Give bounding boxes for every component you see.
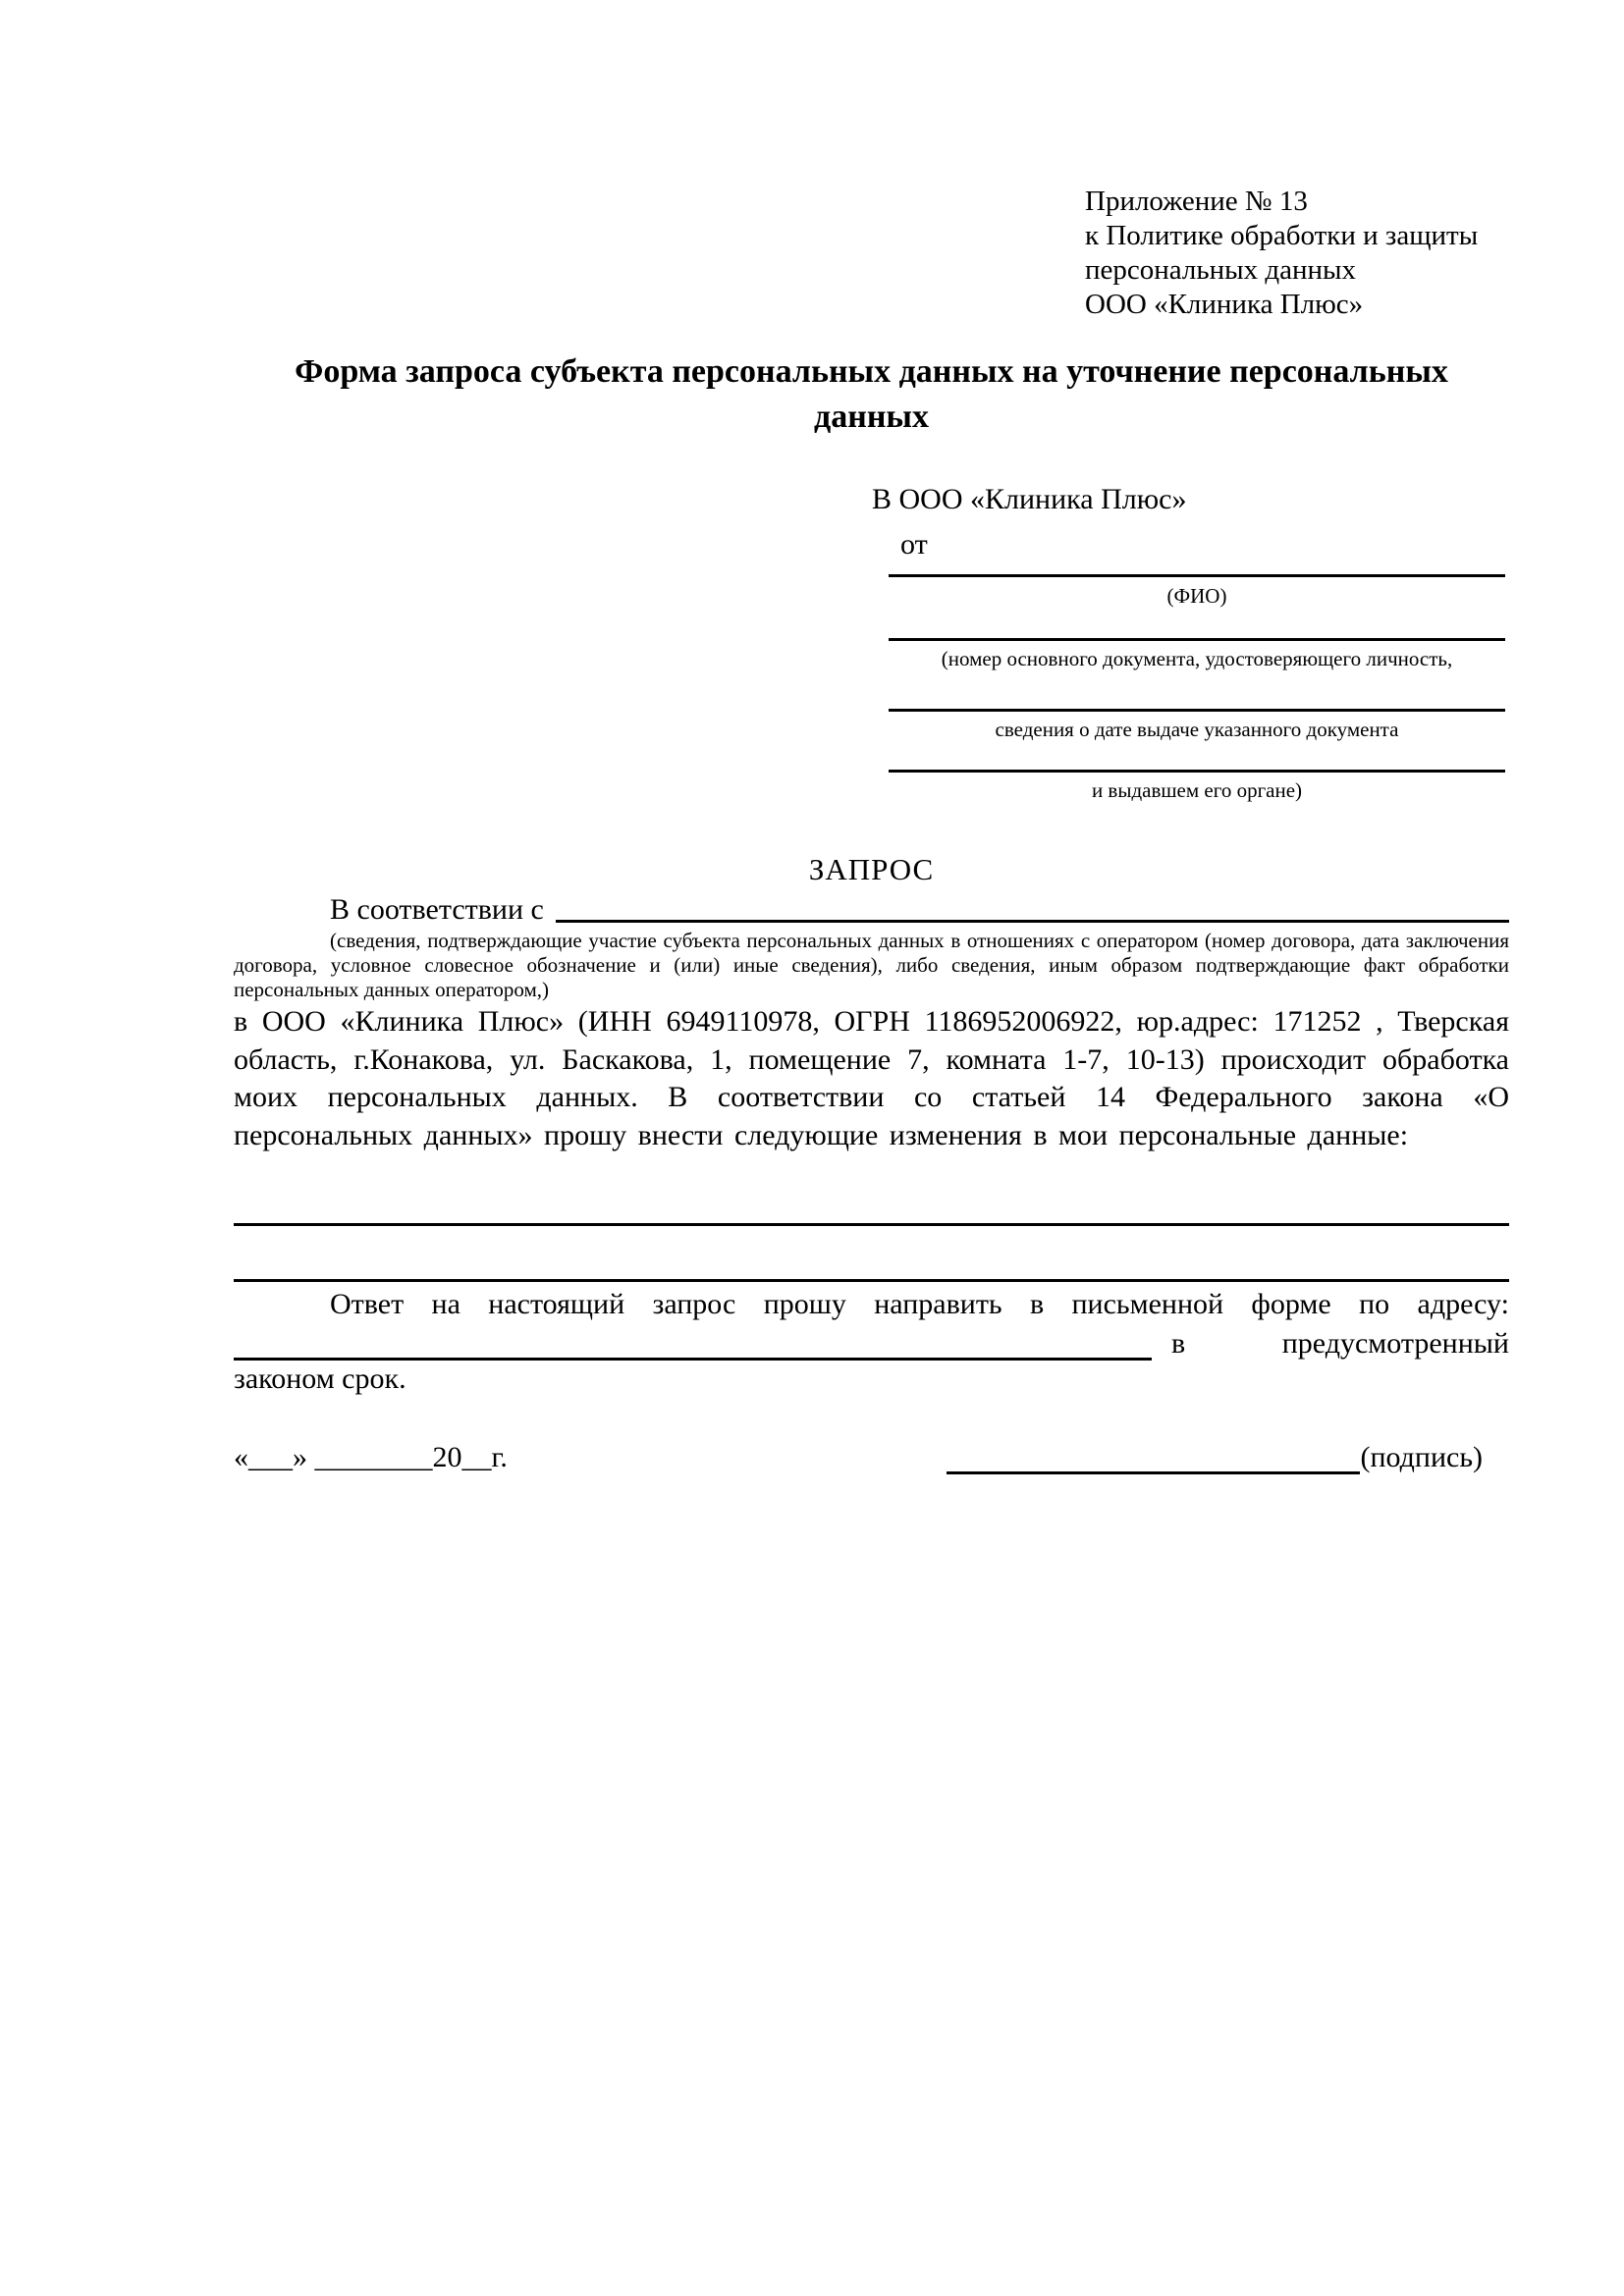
fio-blank-line [889,574,1505,577]
reply-word-prescribed: предусмотренный [1281,1327,1509,1360]
issuing-authority-caption: и выдавшем его органе) [1091,778,1303,802]
signature-caption: (подпись) [1360,1441,1483,1473]
appendix-header [1085,185,1478,322]
appendix-header-line-3: персональных данных [1085,254,1357,286]
issue-date-blank-line [889,709,1505,712]
reply-term-line: законом срок. [234,1362,406,1395]
reply-request-line: Ответ на настоящий запрос прошу направить в письменной форме по адресу: [330,1288,1509,1320]
request-heading: ЗАПРОС [808,852,935,886]
intro-note: (сведения, подтверждающие участие субъекта персональных данных в отношениях с оператором (номер договора, дата заключения договора, условное словесное обозначение и (или) иные сведения), либо сведения, иным образом подтверждающие факт обработки персональных данных оператором,) [234,929,1509,1001]
appendix-header-line-2: к Политике обработки и защиты [1085,220,1479,251]
changes-blank-line-2 [234,1279,1509,1282]
addressee-organization: В ООО «Клиника Плюс» [872,483,1187,515]
issuing-authority-blank-line [889,770,1505,773]
intro-label: В соответствии с [330,893,544,926]
intro-blank-line [556,890,1509,923]
reply-word-in: в [1171,1327,1186,1360]
fio-caption: (ФИО) [1166,584,1227,608]
appendix-header-line-1: Приложение № 13 [1085,186,1308,217]
date-blank: «___» ________20__г. [234,1441,508,1473]
reply-address-row [234,1323,1509,1361]
signature-group [947,1441,1483,1474]
issue-date-caption: сведения о дате выдаче указанного документа [995,718,1399,741]
signature-row [234,1435,1509,1474]
request-body: в ООО «Клиника Плюс» (ИНН 6949110978, ОГРН 1186952006922, юр.адрес: 171252 , Тверская область, г.Конакова, ул. Баскакова, 1, помещение 7, комната 1-7, 10-13) происходит обработка моих персональных данных. В соответствии со статьей 14 Федерального закона «О персональных данных» прошу внести следующие изменения в мои персональные данные: [234,1005,1509,1151]
intro-row [234,889,1509,927]
appendix-header-line-4: ООО «Клиника Плюс» [1085,289,1364,320]
form-title: Форма запроса субъекта персональных данных на уточнение персональных данных [295,353,1448,435]
document-number-blank-line [889,638,1505,641]
changes-blank-line-1 [234,1223,1509,1226]
address-blank-line [234,1326,1152,1361]
from-label: от [900,528,928,561]
signature-blank-line [947,1442,1360,1474]
document-number-caption: (номер основного документа, удостоверяющего личность, [941,647,1453,670]
